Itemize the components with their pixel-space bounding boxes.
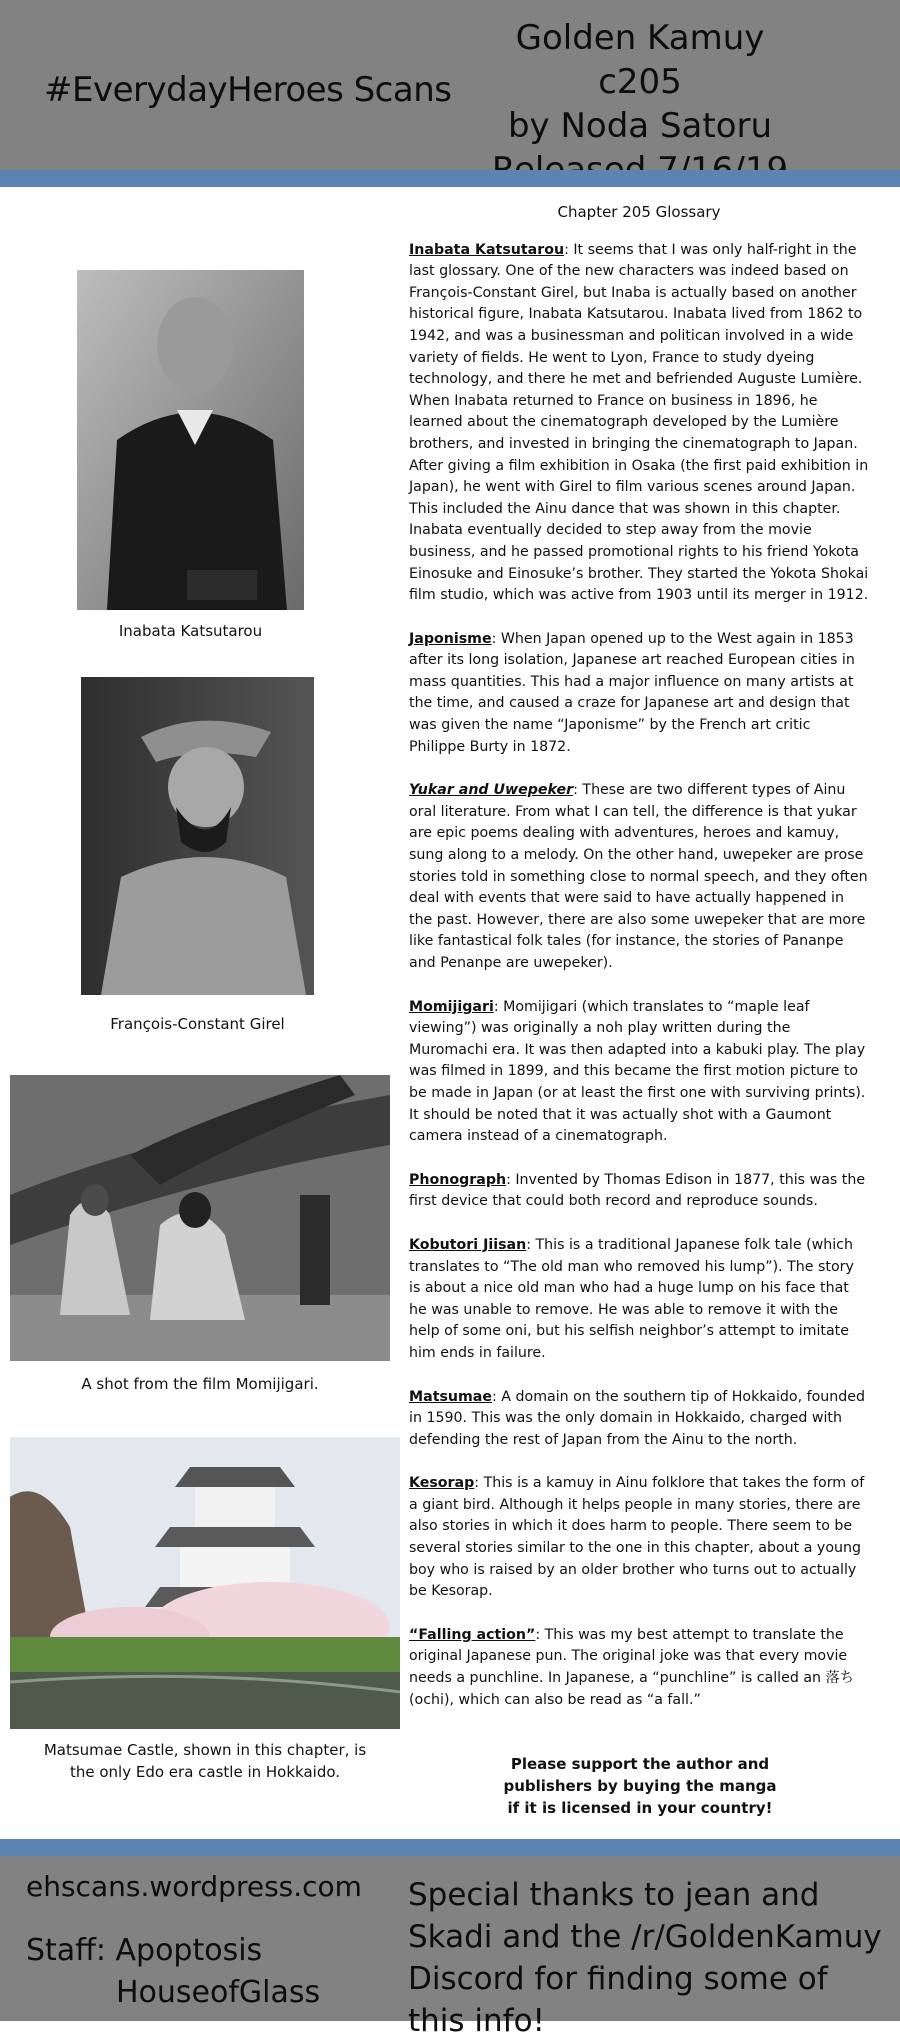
glossary-term: Matsumae	[409, 1388, 492, 1405]
girel-photo	[81, 677, 314, 995]
glossary-text: : This is a kamuy in Ainu folklore that takes the form of a giant bird. Although it helps people in many stories, there are also stories in which it does harm to people. There seem to be several stories similar to the one in this chapter, about a young boy who is raised by an older brother who turns out to actually be Kesorap.	[409, 1475, 865, 1600]
glossary-text: : When Japan opened up to the West again in 1853 after its long isolation, Japanese art reached European cities in mass quantities. This had a major influence on many artists at the time, and caused a craze for Japanese art and design that was given the name “Japonisme” by the French art critic Philippe Burty in 1872.	[409, 630, 855, 755]
glossary-title: Chapter 205 Glossary	[557, 203, 721, 221]
glossary-entry	[409, 1387, 869, 1452]
staff-name: Apoptosis	[115, 1933, 263, 1968]
glossary-text: : These are two different types of Ainu oral literature. From what I can tell, the difference is that yukar are epic poems dealing with adventures, heroes and kamuy, sung along to a melody. On the other hand, uwepeker are prose stories told in something close to normal speech, and they often deal with events that were said to have actually happened in the past. However, there are also some uwepeker that are more like fantastical folk tales (for instance, the stories of Pananpe and Penanpe are uwepeker).	[409, 782, 868, 971]
glossary-entry	[409, 997, 869, 1148]
site-link[interactable]: ehscans.wordpress.com	[26, 1870, 362, 1903]
glossary-text: : This was my best attempt to translate the original Japanese pun. The original joke was that every movie needs a punchline. In Japanese, a “punchline” is called an 落ち (ochi), which can also be read as “a fall.”	[409, 1626, 854, 1708]
footer-divider	[0, 1839, 900, 1856]
inabata-caption: Inabata Katsutarou	[118, 622, 263, 640]
title-line: by Noda Satoru	[507, 106, 773, 146]
glossary-term: Japonisme	[409, 630, 492, 647]
staff-name: HouseofGlass	[116, 1975, 321, 2010]
glossary-section	[409, 202, 869, 1733]
header-divider	[0, 170, 900, 187]
special-thanks: Special thanks to jean and Skadi and the /r/GoldenKamuy Discord for finding some of this info!	[408, 1877, 882, 2039]
glossary-text: : It seems that I was only half-right in the last glossary. One of the new characters was indeed based on François-Constant Girel, but Inaba is actually based on another historical figure, Inabata Katsutarou. Inabata lived from 1862 to 1942, and was a businessman and politican involved in a wide variety of fields. He went to Lyon, France to study dyeing technology, and there he met and befriended Auguste Lumière. When Inabata returned to France on business in 1896, he learned about the cinematograph developed by the Lumière brothers, and invested in bringing the cinematograph to Japan. After giving a film exhibition in Osaka (the first paid exhibition in Japan), he went with Girel to film various scenes around Japan. This included the Ainu dance that was shown in this chapter. Inabata eventually decided to step away from the movie business, and he passed promotional rights to his friend Yokota Einosuke and Einosuke’s brother. They started the Yokota Shokai film studio, which was active from 1903 until its merger in 1912.	[409, 241, 869, 604]
glossary-term: Yukar and Uwepeker	[409, 782, 574, 799]
glossary-entry	[409, 1473, 869, 1603]
glossary-entry	[409, 1170, 869, 1213]
glossary-entry	[409, 1625, 869, 1711]
glossary-term: Inabata Katsutarou	[409, 241, 565, 258]
momijigari-caption: A shot from the film Momijigari.	[81, 1375, 319, 1393]
glossary-term: “Falling action”	[409, 1626, 536, 1643]
glossary-entry	[409, 1235, 869, 1365]
glossary-term: Kesorap	[409, 1475, 475, 1492]
inabata-photo	[77, 270, 304, 610]
glossary-term: Momijigari	[409, 998, 494, 1015]
glossary-entry	[409, 240, 869, 607]
chapter-title	[480, 16, 800, 192]
support-note: Please support the author and publishers by buying the manga if it is licensed in your country!	[503, 1755, 777, 1817]
glossary-term: Kobutori Jiisan	[409, 1236, 527, 1253]
scanlation-group: #EverydayHeroes Scans	[44, 70, 452, 110]
staff-credits	[26, 1930, 320, 2014]
staff-label: Staff:	[26, 1933, 106, 1968]
glossary-term: Phonograph	[409, 1171, 507, 1188]
matsumae-caption: Matsumae Castle, shown in this chapter, is the only Edo era castle in Hokkaido.	[43, 1741, 367, 1781]
title-line: Golden Kamuy c205	[515, 18, 765, 102]
matsumae-castle-photo	[10, 1437, 400, 1729]
glossary-entry	[409, 629, 869, 759]
header-bar	[0, 0, 900, 170]
girel-caption: François-Constant Girel	[110, 1015, 285, 1033]
glossary-text: : A domain on the southern tip of Hokkaido, founded in 1590. This was the only domain in Hokkaido, charged with defending the rest of Japan from the Ainu to the north.	[409, 1388, 866, 1448]
glossary-text: : Invented by Thomas Edison in 1877, this was the first device that could both record and reproduce sounds.	[409, 1171, 866, 1210]
glossary-text: : This is a traditional Japanese folk tale (which translates to “The old man who removed his lump”). The story is about a nice old man who had a huge lump on his face that he was unable to remove. He was able to remove it with the help of some oni, but his selfish neighbor’s attempt to imitate him ends in failure.	[409, 1236, 854, 1361]
momijigari-photo	[10, 1075, 390, 1361]
footer-bar	[0, 1856, 900, 2039]
glossary-entry	[409, 780, 869, 974]
glossary-text: : Momijigari (which translates to “maple leaf viewing”) was originally a noh play written during the Muromachi era. It was then adapted into a kabuki play. The play was filmed in 1899, and this became the first motion picture to be made in Japan (or at least the first one with surviving prints). It should be noted that it was actually shot with a Gaumont camera instead of a cinematograph.	[409, 998, 866, 1145]
